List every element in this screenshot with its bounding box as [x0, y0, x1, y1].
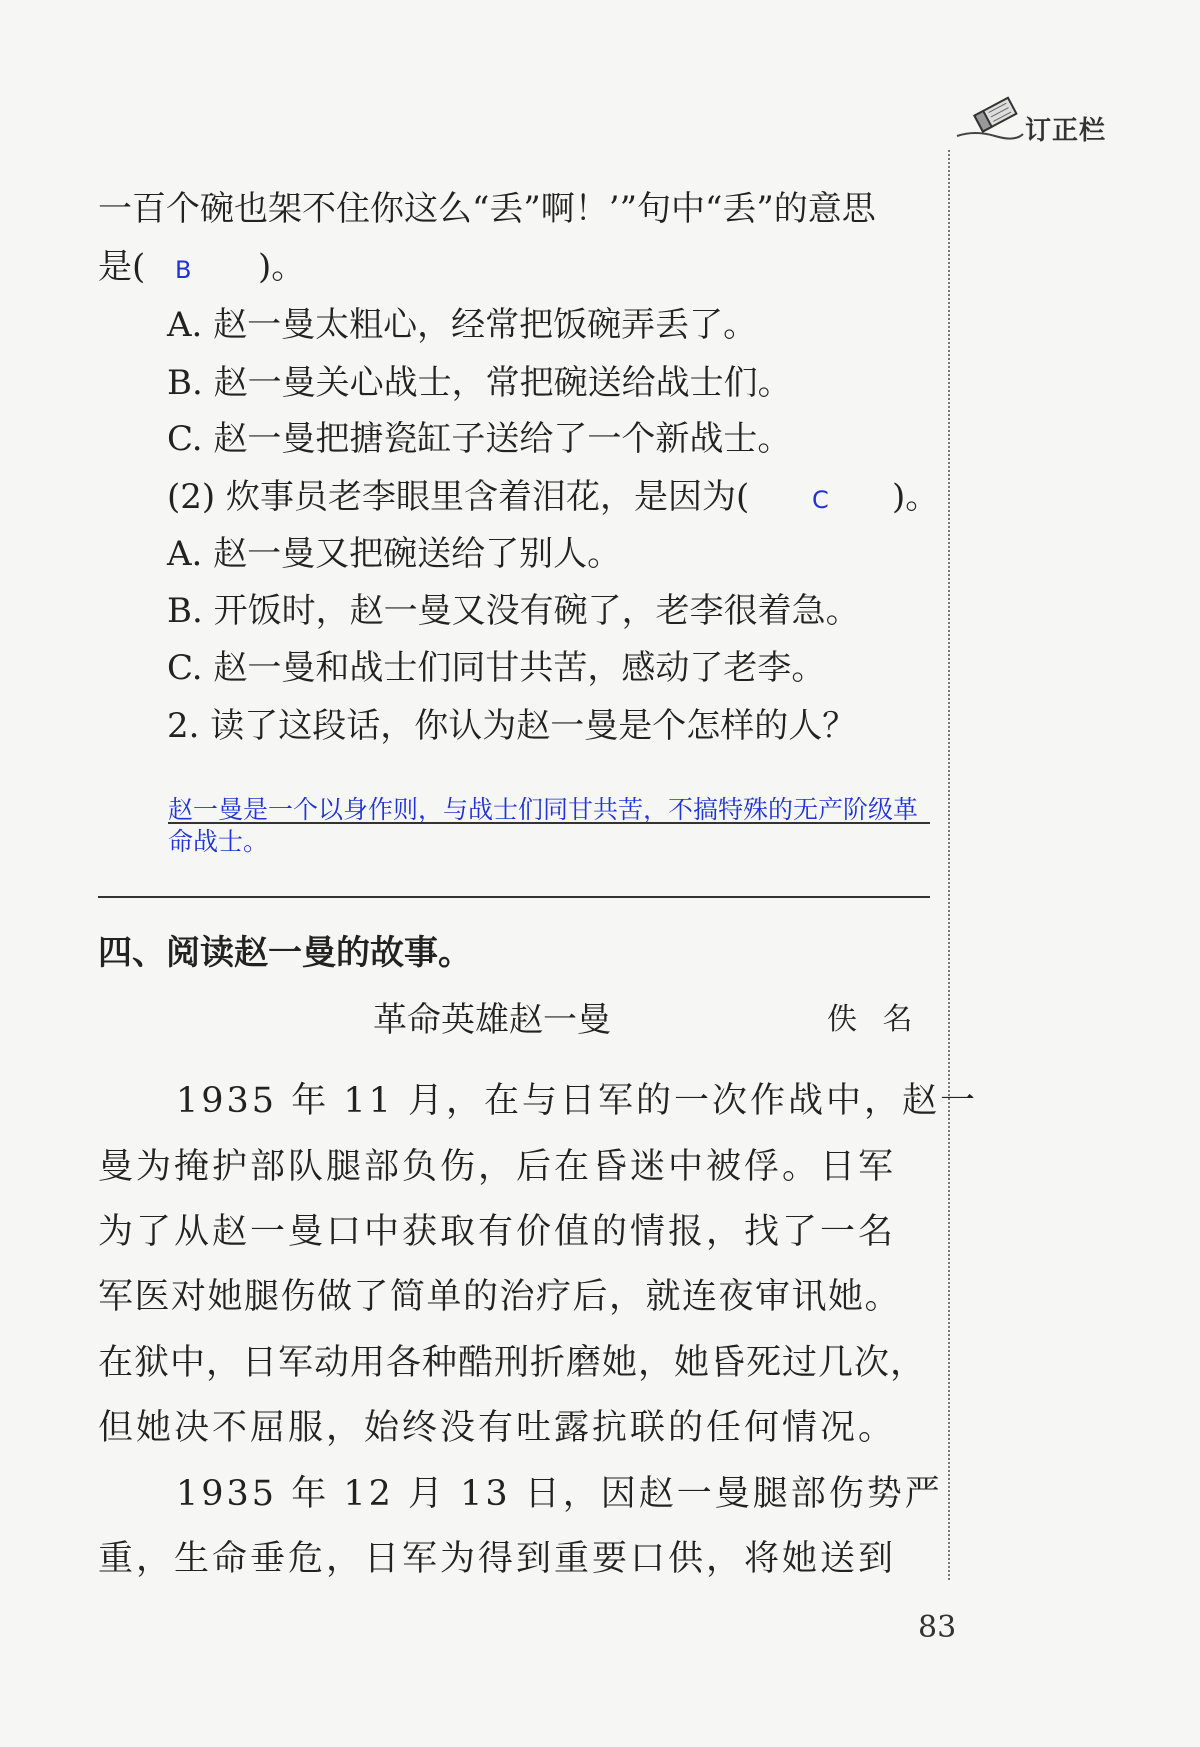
q2-answer-underline-2 [98, 896, 930, 898]
q1-2-stem-suffix: )。 [892, 477, 940, 517]
q1-1-answer: B [175, 256, 192, 284]
q2-answer-underline [168, 822, 930, 824]
story-author: 佚 名 [827, 1002, 921, 1037]
correction-column-header [955, 92, 1145, 152]
story-line-7: 1935 年 12 月 13 日，因赵一曼腿部伤势严 [176, 1474, 943, 1514]
q1-1-option-b: B. 赵一曼关心战士，常把碗送给战士们。 [167, 363, 792, 403]
q1-2-answer: C [812, 486, 829, 514]
story-line-3: 为了从赵一曼口中获取有价值的情报，找了一名 [98, 1212, 897, 1252]
story-line-2: 曼为掩护部队腿部负伤，后在昏迷中被俘。日军 [98, 1147, 897, 1187]
q1-2-option-a: A. 赵一曼又把碗送给了别人。 [167, 534, 622, 574]
q1-1-option-c: C. 赵一曼把搪瓷缸子送给了一个新战士。 [167, 419, 792, 459]
q1-2-option-b: B. 开饭时，赵一曼又没有碗了，老李很着急。 [167, 591, 860, 631]
story-line-1: 1935 年 11 月，在与日军的一次作战中，赵一 [176, 1081, 978, 1121]
story-title: 革命英雄赵一曼 [373, 1000, 611, 1040]
q2-answer-line2: 命战士。 [168, 827, 269, 856]
q2-answer-line1: 赵一曼是一个以身作则，与战士们同甘共苦，不搞特殊的无产阶级革 [168, 795, 919, 824]
story-line-8: 重，生命垂危，日军为得到重要口供，将她送到 [98, 1539, 897, 1579]
q1-1-stem-line1: 一百个碗也架不住你这么“丢”啊！’”句中“丢”的意思 [98, 189, 876, 229]
page-number: 83 [918, 1610, 957, 1645]
q1-2-stem-prefix: (2) 炊事员老李眼里含着泪花，是因为( [167, 477, 750, 517]
correction-column-label: 订正栏 [1025, 116, 1107, 146]
q1-1-stem-line2-prefix: 是( [98, 247, 146, 287]
correction-column-divider [948, 150, 950, 1580]
section4-heading: 四、阅读赵一曼的故事。 [98, 933, 472, 973]
story-line-5: 在狱中，日军动用各种酷刑折磨她，她昏死过几次， [98, 1343, 927, 1383]
q1-2-option-c: C. 赵一曼和战士们同甘共苦，感动了老李。 [167, 648, 826, 688]
q1-1-stem-line2-suffix: )。 [258, 247, 306, 287]
q2-question: 2. 读了这段话，你认为赵一曼是个怎样的人？ [167, 706, 857, 746]
story-line-6: 但她决不屈服，始终没有吐露抗联的任何情况。 [98, 1408, 897, 1448]
q1-1-option-a: A. 赵一曼太粗心，经常把饭碗弄丢了。 [167, 305, 758, 345]
pencil-eraser-icon [955, 92, 1025, 142]
story-line-4: 军医对她腿伤做了简单的治疗后，就连夜审讯她。 [98, 1277, 902, 1317]
